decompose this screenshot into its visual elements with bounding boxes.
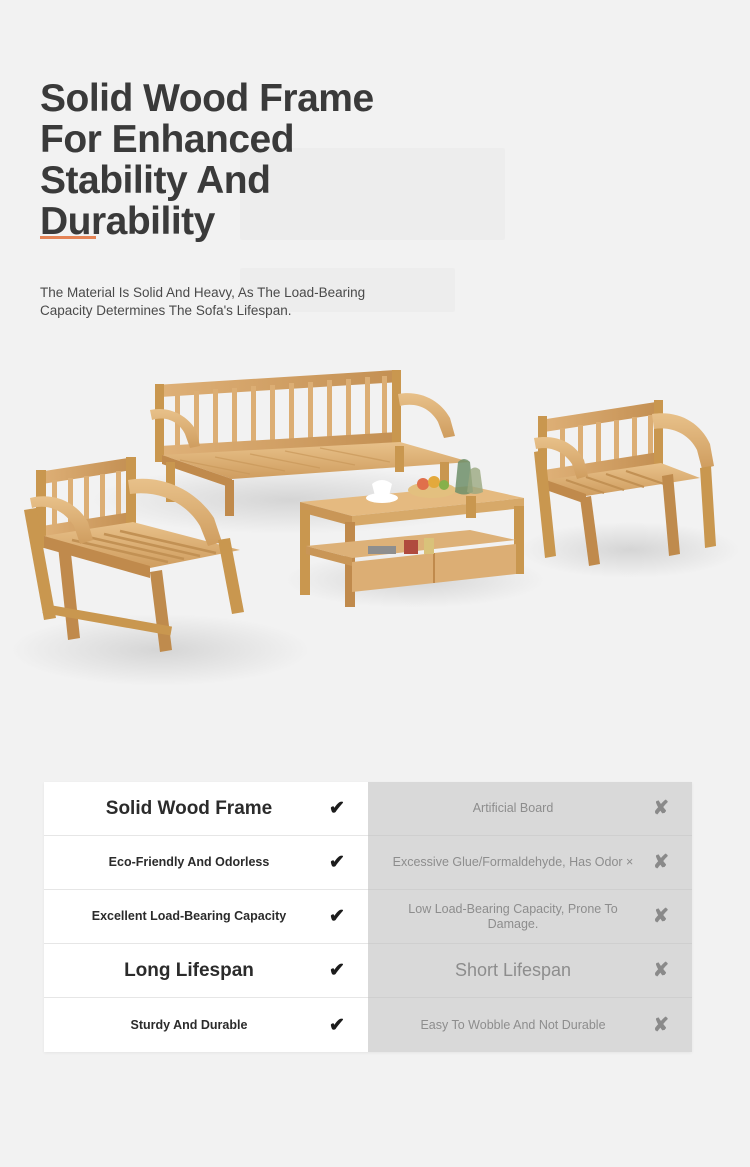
table-row: [44, 836, 368, 890]
row-label: Eco-Friendly And Odorless: [108, 855, 270, 869]
cross-icon: ✘: [653, 960, 669, 981]
check-icon: ✔: [329, 852, 345, 873]
page-title: Solid Wood Frame For Enhanced Stability And Durability: [40, 77, 374, 243]
check-icon: ✔: [329, 1014, 345, 1036]
row-label: Long Lifespan: [124, 960, 254, 981]
wooden-furniture-illustration: [0, 350, 750, 750]
table-row: [44, 782, 368, 836]
cross-icon: ✘: [653, 1014, 669, 1036]
cross-icon: ✘: [653, 906, 669, 927]
row-label: Excellent Load-Bearing Capacity: [91, 909, 287, 923]
check-icon: ✔: [329, 798, 345, 819]
row-label: Artificial Board: [472, 801, 554, 815]
comparison-column-solid-wood: [44, 782, 368, 1052]
comparison-table: [44, 782, 692, 1052]
hero-product-image: [0, 350, 750, 750]
page-subtitle: The Material Is Solid And Heavy, As The Load-Bearing Capacity Determines The Sofa's Lifespan.: [40, 285, 366, 318]
table-row: [44, 998, 368, 1052]
check-icon: ✔: [329, 906, 345, 927]
table-row: [368, 944, 692, 998]
row-label: Solid Wood Frame: [105, 798, 273, 819]
cross-icon: ✘: [653, 798, 669, 819]
table-row: [368, 890, 692, 944]
row-label: Easy To Wobble And Not Durable: [420, 1017, 606, 1032]
table-row: [368, 782, 692, 836]
row-label: Excessive Glue/Formaldehyde, Has Odor ×: [392, 855, 634, 869]
table-row: [44, 944, 368, 998]
row-label: Short Lifespan: [454, 960, 572, 980]
table-row: [44, 890, 368, 944]
row-label: Sturdy And Durable: [130, 1017, 248, 1032]
cross-icon: ✘: [653, 852, 669, 873]
table-row: [368, 998, 692, 1052]
row-label: Low Load-Bearing Capacity, Prone To Damage.: [408, 901, 618, 931]
comparison-column-artificial-board: [368, 782, 692, 1052]
check-icon: ✔: [329, 960, 345, 981]
heading-block: [40, 78, 600, 334]
table-row: [368, 836, 692, 890]
